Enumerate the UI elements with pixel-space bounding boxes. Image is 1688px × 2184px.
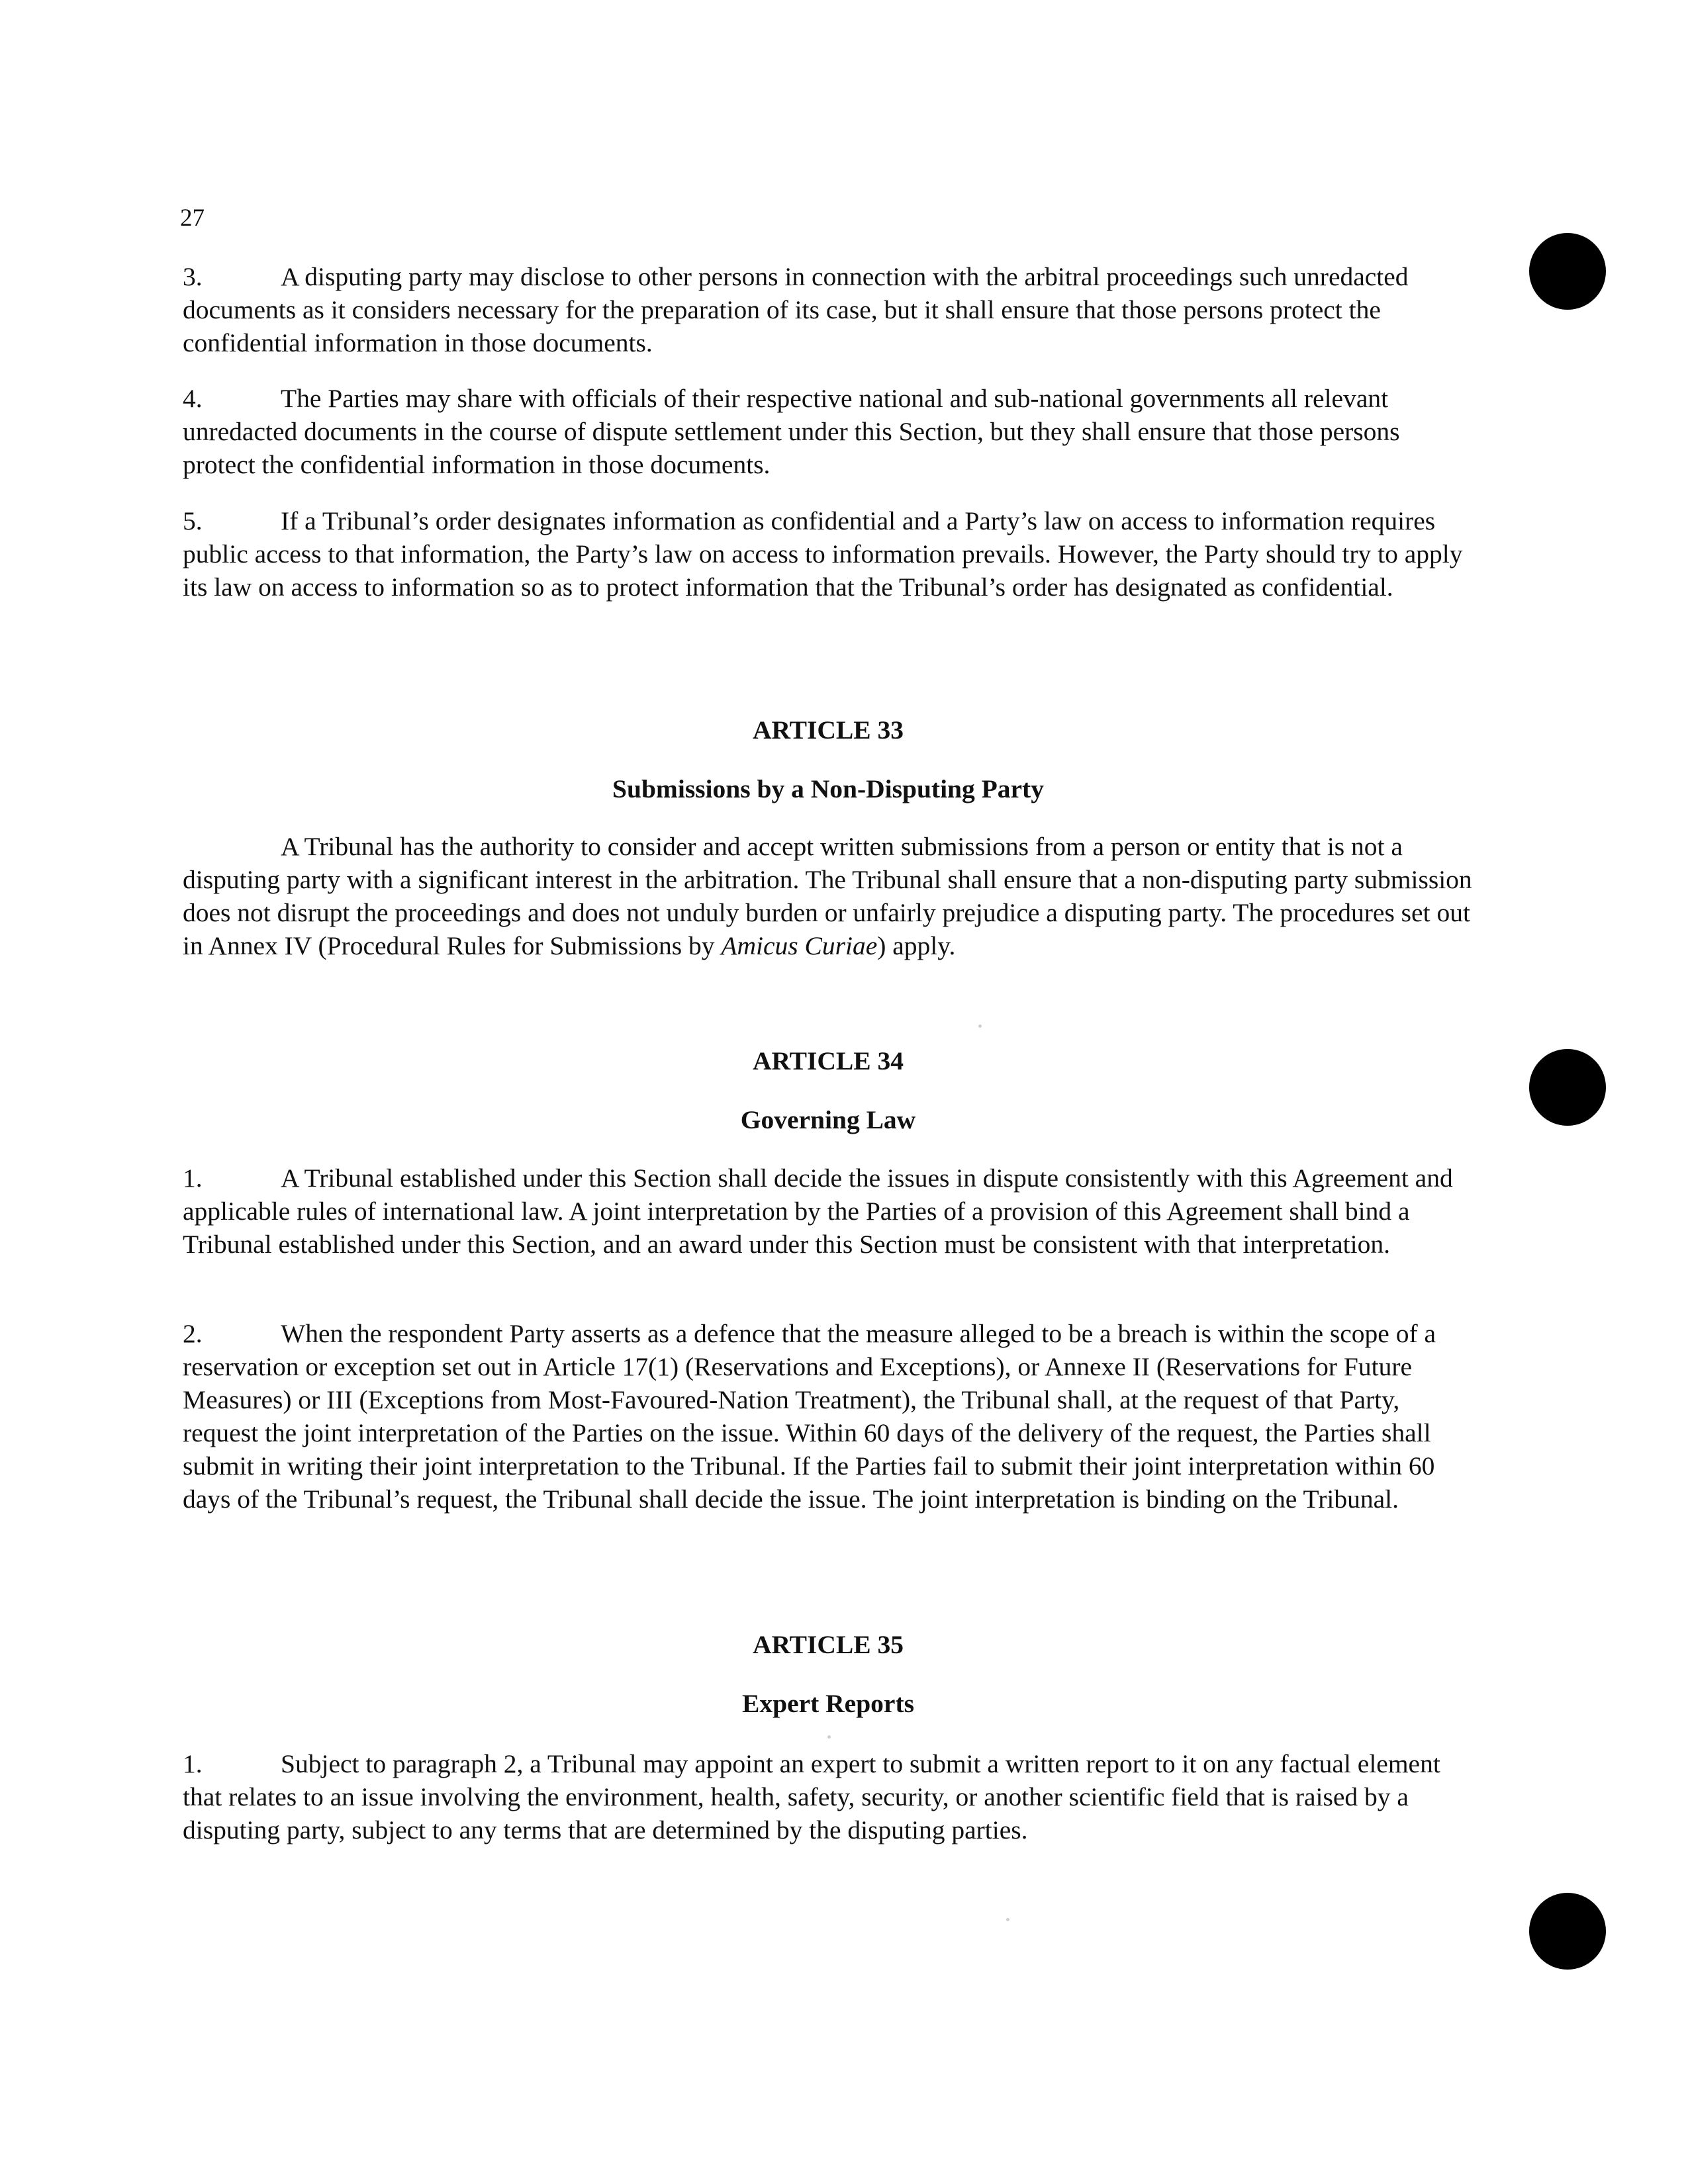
paragraph-4 xyxy=(183,382,1474,481)
article-33-heading: ARTICLE 33 xyxy=(753,715,904,745)
page-number: 27 xyxy=(180,205,205,232)
scan-speck xyxy=(1006,1918,1009,1921)
paragraph-text: Subject to paragraph 2, a Tribunal may appoint an expert to submit a written report to it on any factual element that relates to an issue involving the environment, health, safety, security, or another scientific field that is raised by a disputing party, subject to any terms that are determined by the disputing parties. xyxy=(183,1749,1440,1844)
paragraph-number: 1. xyxy=(183,1749,203,1778)
article-34-paragraph-1 xyxy=(183,1161,1474,1261)
article-34-heading: ARTICLE 34 xyxy=(753,1046,904,1075)
scan-speck xyxy=(827,1735,831,1739)
paragraph-text: If a Tribunal’s order designates information as confidential and a Party’s law on access to information requires public access to that information, the Party’s law on access to information prevails. However, the Party should try to apply its law on access to information so as to protect information that the Tribunal’s order has designated as confidential. xyxy=(183,506,1463,602)
paragraph-text: A Tribunal established under this Section shall decide the issues in dispute consistently with this Agreement and applicable rules of international law. A joint interpretation by the Parties of a provision of this Agreement shall bind a Tribunal established under this Section, and an award under this Section must be consistent with that interpretation. xyxy=(183,1163,1453,1259)
binder-hole-icon xyxy=(1529,1893,1606,1970)
paragraph-number: 4. xyxy=(183,384,203,413)
paragraph-5 xyxy=(183,504,1474,604)
paragraph-number: 1. xyxy=(183,1163,203,1193)
paragraph-text: When the respondent Party asserts as a defence that the measure alleged to be a breach is within the scope of a reservation or exception set out in Article 17(1) (Reservations and Exceptions), or Annexe II (Reservations for Future Measures) or III (Exceptions from Most-Favoured-Nation Treatment), the Tribunal shall, at the request of that Party, request the joint interpretation of the Parties on the issue. Within 60 days of the delivery of the request, the Parties shall submit in writing their joint interpretation to the Tribunal. If the Parties fail to submit their joint interpretation within 60 days of the Tribunal’s request, the Tribunal shall decide the issue. The joint interpretation is binding on the Tribunal. xyxy=(183,1319,1436,1514)
scan-speck xyxy=(978,1024,982,1028)
article-33-subheading: Submissions by a Non-Disputing Party xyxy=(612,774,1044,803)
binder-hole-icon xyxy=(1529,1049,1606,1126)
article-35-heading: ARTICLE 35 xyxy=(753,1630,904,1659)
paragraph-number: 3. xyxy=(183,262,203,291)
paragraph-3 xyxy=(183,260,1474,359)
paragraph-text: The Parties may share with officials of their respective national and sub-national governments all relevant unredacted documents in the course of dispute settlement under this Section, but they shall ensure that those persons protect the confidential information in those documents. xyxy=(183,384,1400,479)
article-33-text-part1: A Tribunal has the authority to consider and accept written submissions from a person or entity that is not a disputing party with a significant interest in the arbitration. The Tribunal shall ensure that a non-disputing party submission does not disrupt the proceedings and does not unduly burden or unfairly prejudice a disputing party. The procedures set out in Annex IV (Procedural Rules for Submissions by xyxy=(183,832,1472,960)
article-33-text-part2: ) apply. xyxy=(877,931,956,960)
amicus-curiae-italic: Amicus Curiae xyxy=(721,931,878,960)
article-33-text xyxy=(183,830,1474,962)
article-34-subheading: Governing Law xyxy=(740,1105,916,1134)
paragraph-number: 5. xyxy=(183,506,203,535)
paragraph-number: 2. xyxy=(183,1319,203,1348)
article-35-paragraph-1 xyxy=(183,1747,1474,1846)
binder-hole-icon xyxy=(1529,233,1606,310)
article-35-subheading: Expert Reports xyxy=(742,1689,914,1718)
paragraph-text: A disputing party may disclose to other persons in connection with the arbitral proceedings such unredacted documents as it considers necessary for the preparation of its case, but it shall ensure that those persons protect the confidential information in those documents. xyxy=(183,262,1409,357)
article-34-paragraph-2 xyxy=(183,1317,1474,1516)
